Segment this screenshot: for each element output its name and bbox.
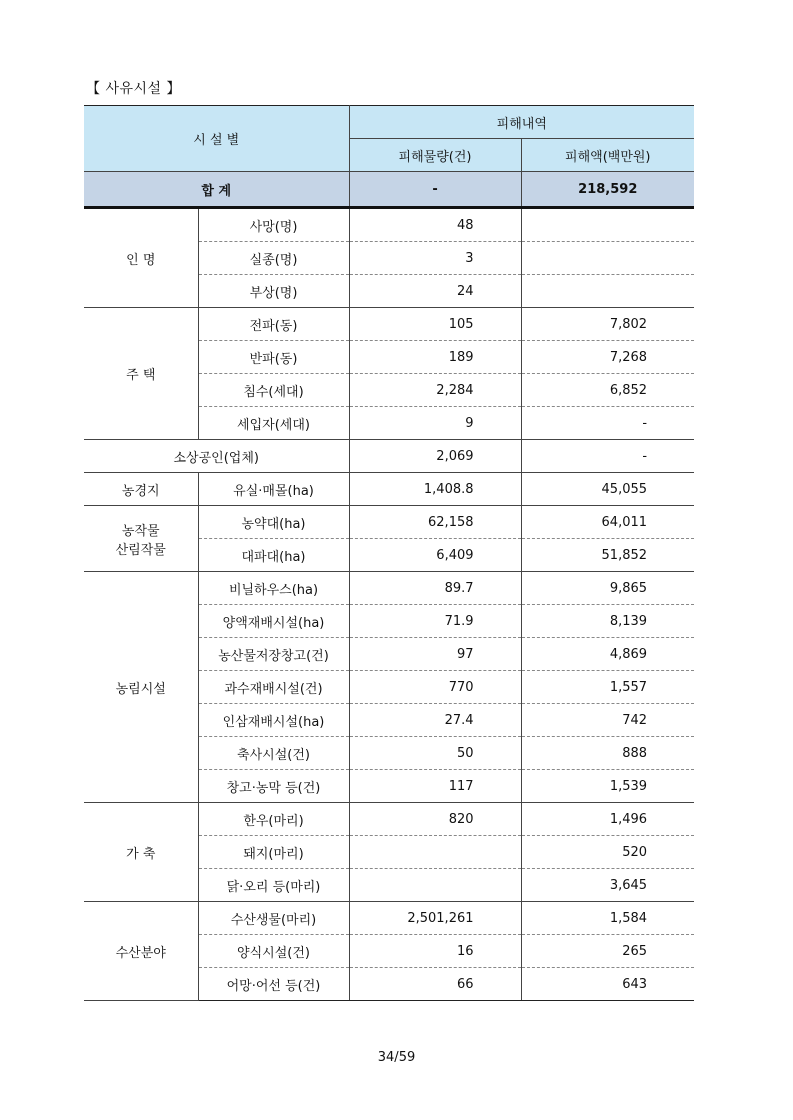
damage-qty-cell: 2,284 [349, 374, 521, 407]
damage-qty-cell: 189 [349, 341, 521, 374]
facility-column-header: 시 설 별 [84, 106, 349, 172]
damage-qty-cell: 24 [349, 275, 521, 308]
damage-amount-cell: 520 [521, 836, 694, 869]
table-row [84, 308, 694, 341]
damage-amount-cell: 888 [521, 737, 694, 770]
item-label: 비닐하우스(ha) [198, 572, 349, 605]
damage-qty-cell: 2,501,261 [349, 902, 521, 935]
damage-group-header: 피해내역 [349, 106, 694, 139]
item-label: 돼지(마리) [198, 836, 349, 869]
table-row [84, 208, 694, 242]
item-label: 대파대(ha) [198, 539, 349, 572]
section-heading: 【 사유시설 】 [86, 81, 181, 97]
damage-amount-cell: 643 [521, 968, 694, 1001]
damage-qty-cell: 62,158 [349, 506, 521, 539]
category-label: 가 축 [84, 803, 198, 902]
item-label: 한우(마리) [198, 803, 349, 836]
amount-column-header: 피해액(백만원) [521, 139, 694, 172]
qty-column-header: 피해물량(건) [349, 139, 521, 172]
item-label: 양액재배시설(ha) [198, 605, 349, 638]
damage-qty-cell: 97 [349, 638, 521, 671]
table-row [84, 506, 694, 539]
total-amount: 218,592 [521, 172, 694, 208]
category-label: 농림시설 [84, 572, 198, 803]
table-body [84, 172, 694, 1001]
page-number: 34/59 [377, 1050, 416, 1065]
damage-amount-cell: 45,055 [521, 473, 694, 506]
category-label: 농경지 [84, 473, 198, 506]
item-label: 전파(동) [198, 308, 349, 341]
damage-amount-cell: - [521, 440, 694, 473]
item-label: 유실·매몰(ha) [198, 473, 349, 506]
item-label: 창고·농막 등(건) [198, 770, 349, 803]
item-label: 축사시설(건) [198, 737, 349, 770]
damage-amount-cell: 1,584 [521, 902, 694, 935]
damage-qty-cell: 48 [349, 208, 521, 242]
damage-qty-cell: 3 [349, 242, 521, 275]
damage-amount-cell: 64,011 [521, 506, 694, 539]
table-row [84, 473, 694, 506]
category-label: 소상공인(업체) [84, 440, 349, 473]
table-row [84, 902, 694, 935]
damage-amount-cell: 9,865 [521, 572, 694, 605]
table-row [84, 440, 694, 473]
damage-table [84, 105, 694, 1001]
damage-amount-cell: 3,645 [521, 869, 694, 902]
damage-qty-cell: 71.9 [349, 605, 521, 638]
item-label: 수산생물(마리) [198, 902, 349, 935]
category-label: 인 명 [84, 208, 198, 308]
damage-amount-cell [521, 275, 694, 308]
damage-amount-cell: 1,557 [521, 671, 694, 704]
category-label: 주 택 [84, 308, 198, 440]
item-label: 침수(세대) [198, 374, 349, 407]
item-label: 과수재배시설(건) [198, 671, 349, 704]
damage-amount-cell: 1,539 [521, 770, 694, 803]
damage-amount-cell: 6,852 [521, 374, 694, 407]
damage-amount-cell: - [521, 407, 694, 440]
category-label: 농작물 산림작물 [84, 506, 198, 572]
table-row [84, 572, 694, 605]
item-label: 사망(명) [198, 208, 349, 242]
damage-amount-cell [521, 208, 694, 242]
damage-amount-cell: 742 [521, 704, 694, 737]
damage-amount-cell: 265 [521, 935, 694, 968]
damage-amount-cell: 51,852 [521, 539, 694, 572]
damage-qty-cell: 820 [349, 803, 521, 836]
item-label: 어망·어선 등(건) [198, 968, 349, 1001]
damage-qty-cell: 89.7 [349, 572, 521, 605]
total-qty: - [349, 172, 521, 208]
damage-amount-cell: 7,268 [521, 341, 694, 374]
item-label: 세입자(세대) [198, 407, 349, 440]
damage-qty-cell: 9 [349, 407, 521, 440]
damage-amount-cell [521, 242, 694, 275]
damage-qty-cell [349, 836, 521, 869]
item-label: 부상(명) [198, 275, 349, 308]
damage-qty-cell: 16 [349, 935, 521, 968]
damage-qty-cell: 50 [349, 737, 521, 770]
item-label: 닭·오리 등(마리) [198, 869, 349, 902]
damage-qty-cell: 117 [349, 770, 521, 803]
damage-amount-cell: 8,139 [521, 605, 694, 638]
damage-qty-cell: 105 [349, 308, 521, 341]
damage-amount-cell: 1,496 [521, 803, 694, 836]
damage-qty-cell: 770 [349, 671, 521, 704]
item-label: 실종(명) [198, 242, 349, 275]
item-label: 농산물저장창고(건) [198, 638, 349, 671]
item-label: 인삼재배시설(ha) [198, 704, 349, 737]
total-label: 합 계 [84, 172, 349, 208]
item-label: 농약대(ha) [198, 506, 349, 539]
damage-amount-cell: 4,869 [521, 638, 694, 671]
table-row [84, 803, 694, 836]
damage-qty-cell: 27.4 [349, 704, 521, 737]
damage-qty-cell: 66 [349, 968, 521, 1001]
damage-qty-cell [349, 869, 521, 902]
damage-qty-cell: 6,409 [349, 539, 521, 572]
damage-qty-cell: 1,408.8 [349, 473, 521, 506]
damage-amount-cell: 7,802 [521, 308, 694, 341]
item-label: 반파(동) [198, 341, 349, 374]
damage-qty-cell: 2,069 [349, 440, 521, 473]
total-row [84, 172, 694, 208]
item-label: 양식시설(건) [198, 935, 349, 968]
category-label: 수산분야 [84, 902, 198, 1001]
